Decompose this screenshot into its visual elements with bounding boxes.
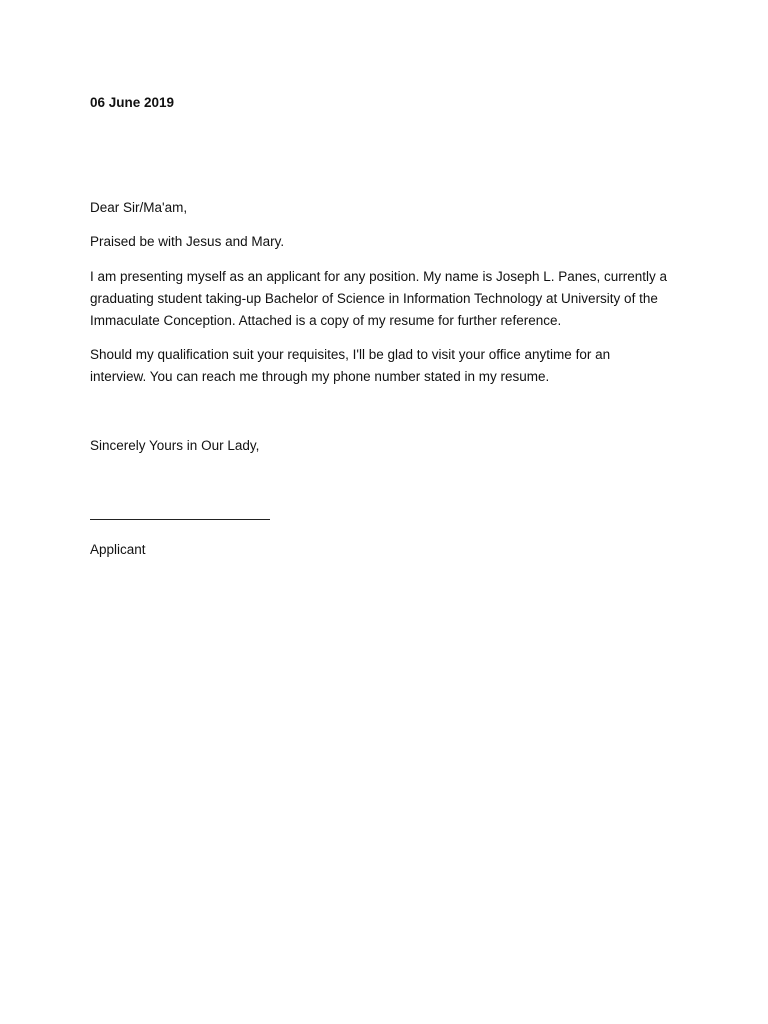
paragraph-line: Should my qualification suit your requisites, I'll be glad to visit your office anytime for an <box>90 347 611 362</box>
letter-praise: Praised be with Jesus and Mary. <box>90 234 285 249</box>
body-paragraph-1 <box>90 266 690 332</box>
paragraph-line: interview. You can reach me through my phone number stated in my resume. <box>90 369 550 384</box>
letter-date: 06 June 2019 <box>90 95 175 110</box>
paragraph-line: Immaculate Conception. Attached is a copy of my resume for further reference. <box>90 313 562 328</box>
letter-closing: Sincerely Yours in Our Lady, <box>90 438 260 453</box>
letter-greeting: Dear Sir/Ma'am, <box>90 200 188 215</box>
paragraph-line: graduating student taking-up Bachelor of Science in Information Technology at University of the <box>90 291 658 306</box>
paragraph-line: I am presenting myself as an applicant for any position. My name is Joseph L. Panes, currently a <box>90 269 668 284</box>
signature-label: Applicant <box>90 542 146 557</box>
signature-line <box>90 519 270 520</box>
body-paragraph-2 <box>90 344 690 388</box>
